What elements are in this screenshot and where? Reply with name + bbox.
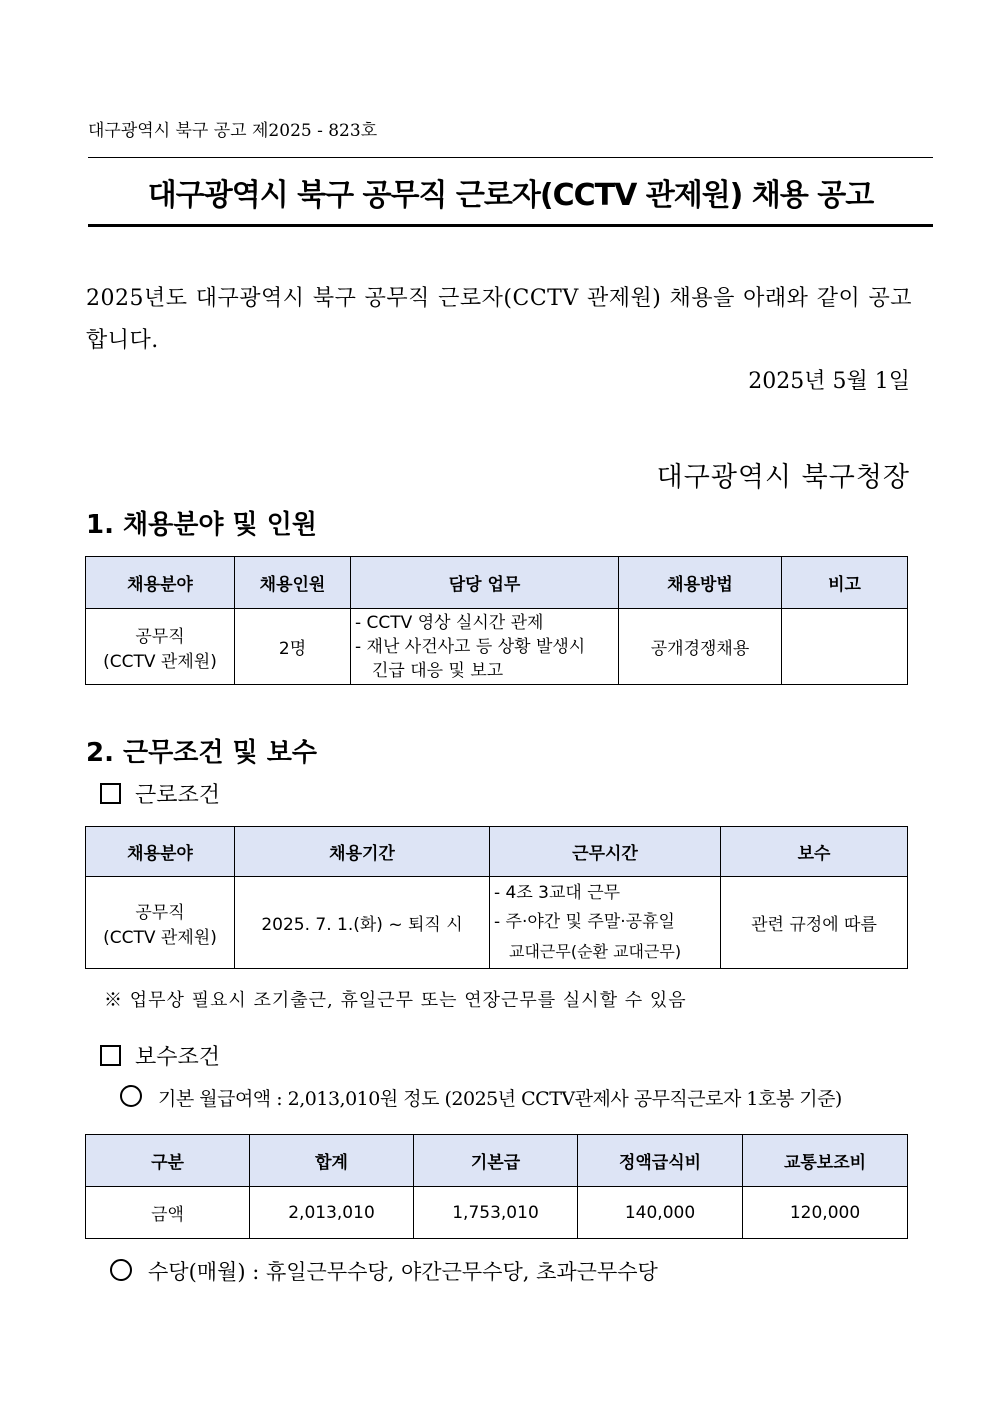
circle-bullet-icon bbox=[110, 1259, 132, 1281]
notice-number: 대구광역시 북구 공고 제2025 - 823호 bbox=[88, 121, 378, 141]
hours-line-3: 교대근무(순환 교대근무) bbox=[509, 942, 682, 961]
cell-period: 2025. 7. 1.(화) ~ 퇴직 시 bbox=[235, 877, 490, 969]
cell-hours bbox=[490, 877, 721, 969]
work-conditions-text: 근로조건 bbox=[135, 783, 221, 808]
hours-line-2: - 주·야간 및 주말·공휴일 bbox=[494, 912, 675, 932]
cell-method: 공개경쟁채용 bbox=[619, 609, 782, 685]
header-hours: 근무시간 bbox=[490, 827, 721, 877]
title-top-rule bbox=[88, 157, 933, 158]
cell-field bbox=[86, 609, 235, 685]
recruitment-header-row bbox=[86, 557, 908, 609]
recruitment-row bbox=[86, 609, 908, 685]
field-name: 공무직 bbox=[135, 626, 185, 647]
header-count: 채용인원 bbox=[235, 557, 351, 609]
duty-line-1: - CCTV 영상 실시간 관제 bbox=[355, 612, 544, 633]
section1-heading: 1. 채용분야 및 인원 bbox=[86, 510, 317, 540]
pay-conditions-label bbox=[100, 1040, 220, 1071]
allowance-text: 수당(매월) : 휴일근무수당, 야간근무수당, 초과근무수당 bbox=[148, 1260, 658, 1284]
circle-bullet-icon bbox=[120, 1085, 142, 1107]
header-duty: 담당 업무 bbox=[351, 557, 619, 609]
pay-row bbox=[86, 1187, 908, 1239]
header-base-pay: 기본급 bbox=[414, 1135, 578, 1187]
header-method: 채용방법 bbox=[619, 557, 782, 609]
header-category: 구분 bbox=[86, 1135, 250, 1187]
header-total: 합계 bbox=[250, 1135, 414, 1187]
intro-paragraph: 2025년도 대구광역시 북구 공무직 근로자(CCTV 관제원) 채용을 아래와 같이 공고합니다. bbox=[86, 286, 912, 353]
cell-field bbox=[86, 877, 235, 969]
pay-conditions-text: 보수조건 bbox=[135, 1045, 221, 1070]
base-pay-line bbox=[120, 1084, 842, 1111]
field-subname: (CCTV 관제원) bbox=[103, 927, 217, 948]
checkbox-square-icon bbox=[100, 1045, 121, 1066]
base-pay-text: 기본 월급여액 : 2,013,010원 정도 (2025년 CCTV관제사 공무직근로자 1호봉 기준) bbox=[158, 1088, 842, 1110]
cell-remark bbox=[782, 609, 908, 685]
header-field: 채용분야 bbox=[86, 557, 235, 609]
pay-header-row bbox=[86, 1135, 908, 1187]
allowance-line bbox=[110, 1256, 658, 1286]
header-period: 채용기간 bbox=[235, 827, 490, 877]
section2-heading: 2. 근무조건 및 보수 bbox=[86, 738, 317, 768]
cell-category: 금액 bbox=[86, 1187, 250, 1239]
checkbox-square-icon bbox=[100, 783, 121, 804]
cell-transport-allowance: 120,000 bbox=[743, 1187, 908, 1239]
header-pay: 보수 bbox=[721, 827, 908, 877]
work-note: ※ 업무상 필요시 조기출근, 휴일근무 또는 연장근무를 실시할 수 있음 bbox=[104, 990, 687, 1011]
work-conditions-label bbox=[100, 778, 220, 809]
cell-count: 2명 bbox=[235, 609, 351, 685]
page-title: 대구광역시 북구 공무직 근로자(CCTV 관제원) 채용 공고 bbox=[147, 178, 874, 213]
issuer-name: 대구광역시 북구청장 bbox=[656, 462, 910, 493]
work-header-row bbox=[86, 827, 908, 877]
duty-line-3: 긴급 대응 및 보고 bbox=[372, 660, 504, 681]
cell-duty bbox=[351, 609, 619, 685]
hours-line-1: - 4조 3교대 근무 bbox=[494, 883, 621, 903]
field-name: 공무직 bbox=[135, 902, 185, 923]
header-meal-allowance: 정액급식비 bbox=[578, 1135, 743, 1187]
pay-table bbox=[85, 1134, 908, 1239]
notice-date: 2025년 5월 1일 bbox=[748, 369, 910, 394]
work-row bbox=[86, 877, 908, 969]
cell-total: 2,013,010 bbox=[250, 1187, 414, 1239]
header-remark: 비고 bbox=[782, 557, 908, 609]
cell-meal-allowance: 140,000 bbox=[578, 1187, 743, 1239]
cell-pay: 관련 규정에 따름 bbox=[721, 877, 908, 969]
field-subname: (CCTV 관제원) bbox=[103, 651, 217, 672]
header-transport-allowance: 교통보조비 bbox=[743, 1135, 908, 1187]
work-conditions-table bbox=[85, 826, 908, 969]
duty-line-2: - 재난 사건사고 등 상황 발생시 bbox=[355, 636, 586, 657]
recruitment-table bbox=[85, 556, 908, 685]
header-field: 채용분야 bbox=[86, 827, 235, 877]
cell-base-pay: 1,753,010 bbox=[414, 1187, 578, 1239]
title-bottom-rule bbox=[88, 224, 933, 227]
